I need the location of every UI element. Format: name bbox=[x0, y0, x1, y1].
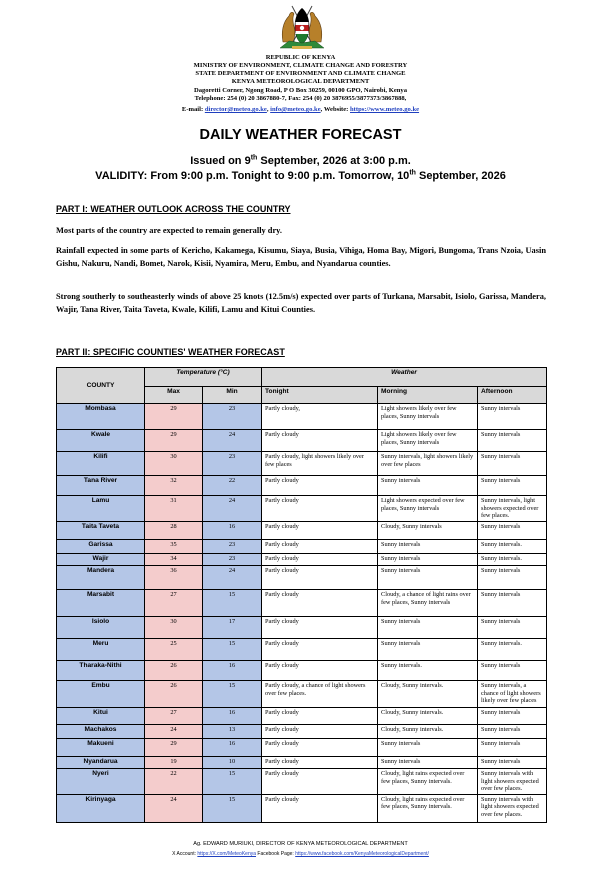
cell-afternoon: Sunny intervals bbox=[478, 522, 547, 540]
cell-max: 29 bbox=[145, 430, 203, 452]
social-links bbox=[0, 851, 601, 857]
morning-column-header: Morning bbox=[378, 387, 478, 404]
facebook-page-link[interactable]: https://www.facebook.com/KenyaMeteorologicalDepartment/ bbox=[295, 851, 429, 857]
cell-max: 34 bbox=[145, 554, 203, 566]
cell-tonight: Partly cloudy bbox=[262, 522, 378, 540]
cell-min: 24 bbox=[203, 566, 262, 590]
cell-afternoon: Sunny intervals. bbox=[478, 554, 547, 566]
cell-max: 31 bbox=[145, 496, 203, 522]
cell-afternoon: Sunny intervals. bbox=[478, 639, 547, 661]
county-forecast-table bbox=[56, 367, 547, 823]
document-title: DAILY WEATHER FORECAST bbox=[199, 127, 402, 143]
table-row bbox=[57, 661, 547, 681]
table-row bbox=[57, 725, 547, 739]
cell-tonight: Partly cloudy, bbox=[262, 404, 378, 430]
table-row bbox=[57, 794, 547, 822]
cell-max: 29 bbox=[145, 739, 203, 757]
cell-max: 32 bbox=[145, 476, 203, 496]
issued-text: Issued on 9 bbox=[190, 155, 251, 167]
email-link-info[interactable]: info@meteo.go.ke bbox=[270, 106, 321, 113]
email-link-director[interactable]: director@meteo.go.ke bbox=[204, 106, 267, 113]
cell-min: 10 bbox=[203, 757, 262, 769]
cell-morning: Cloudy, a chance of light rains over few places, Sunny intervals bbox=[378, 590, 478, 617]
cell-max: 36 bbox=[145, 566, 203, 590]
cell-county: Isiolo bbox=[57, 617, 145, 639]
cell-morning: Sunny intervals bbox=[378, 757, 478, 769]
issued-line bbox=[0, 155, 601, 167]
cell-min: 15 bbox=[203, 681, 262, 708]
cell-tonight: Partly cloudy bbox=[262, 566, 378, 590]
cell-min: 16 bbox=[203, 739, 262, 757]
cell-min: 16 bbox=[203, 708, 262, 725]
website-label: Website: bbox=[323, 106, 349, 113]
cell-county: Kwale bbox=[57, 430, 145, 452]
cell-county: Wajir bbox=[57, 554, 145, 566]
table-row bbox=[57, 566, 547, 590]
letterhead-kmd: KENYA METEOROLOGICAL DEPARTMENT bbox=[231, 78, 370, 85]
cell-min: 15 bbox=[203, 769, 262, 795]
cell-max: 27 bbox=[145, 708, 203, 725]
table-row bbox=[57, 554, 547, 566]
cell-morning: Sunny intervals. bbox=[378, 661, 478, 681]
table-row bbox=[57, 681, 547, 708]
kenya-coat-of-arms-emblem bbox=[277, 2, 327, 52]
outlook-paragraph-dry: Most parts of the country are expected to remain generally dry. bbox=[56, 226, 283, 235]
website-link[interactable]: https://www.meteo.go.ke bbox=[350, 106, 420, 113]
cell-morning: Sunny intervals bbox=[378, 639, 478, 661]
cell-tonight: Partly cloudy bbox=[262, 540, 378, 554]
cell-max: 24 bbox=[145, 794, 203, 822]
validity-text: VALIDITY: From 9:00 p.m. Tonight to 9:00 p.m. Tomorrow, 10 bbox=[95, 170, 410, 182]
cell-county: Taita Taveta bbox=[57, 522, 145, 540]
tonight-column-header: Tonight bbox=[262, 387, 378, 404]
cell-afternoon: Sunny intervals bbox=[478, 452, 547, 476]
table-row bbox=[57, 476, 547, 496]
cell-afternoon: Sunny intervals bbox=[478, 725, 547, 739]
cell-max: 30 bbox=[145, 617, 203, 639]
cell-morning: Light showers likely over few places, Sunny intervals bbox=[378, 430, 478, 452]
validity-line bbox=[0, 170, 601, 182]
cell-min: 23 bbox=[203, 540, 262, 554]
cell-county: Embu bbox=[57, 681, 145, 708]
x-account-label: X Account: bbox=[172, 851, 196, 857]
cell-max: 25 bbox=[145, 639, 203, 661]
cell-max: 26 bbox=[145, 681, 203, 708]
cell-county: Mandera bbox=[57, 566, 145, 590]
cell-tonight: Partly cloudy bbox=[262, 496, 378, 522]
cell-morning: Light showers expected over few places, Sunny intervals bbox=[378, 496, 478, 522]
cell-morning: Sunny intervals bbox=[378, 554, 478, 566]
cell-tonight: Partly cloudy bbox=[262, 554, 378, 566]
cell-tonight: Partly cloudy bbox=[262, 708, 378, 725]
issued-text-end: September, 2026 at 3:00 p.m. bbox=[257, 155, 411, 167]
min-column-header: Min bbox=[203, 387, 262, 404]
cell-tonight: Partly cloudy bbox=[262, 661, 378, 681]
table-row bbox=[57, 540, 547, 554]
cell-min: 23 bbox=[203, 452, 262, 476]
cell-morning: Cloudy, Sunny intervals. bbox=[378, 708, 478, 725]
max-column-header: Max bbox=[145, 387, 203, 404]
table-row bbox=[57, 739, 547, 757]
cell-morning: Sunny intervals bbox=[378, 540, 478, 554]
table-row bbox=[57, 404, 547, 430]
cell-afternoon: Sunny intervals bbox=[478, 476, 547, 496]
cell-tonight: Partly cloudy bbox=[262, 617, 378, 639]
cell-tonight: Partly cloudy bbox=[262, 769, 378, 795]
cell-tonight: Partly cloudy, a chance of light showers over few places. bbox=[262, 681, 378, 708]
cell-county: Marsabit bbox=[57, 590, 145, 617]
temperature-column-header: Temperature (°C) bbox=[145, 368, 262, 387]
cell-tonight: Partly cloudy bbox=[262, 757, 378, 769]
cell-min: 17 bbox=[203, 617, 262, 639]
letterhead-contacts: E-mail: director@meteo.go.ke, info@meteo.go.ke, Website: https://www.meteo.go.ke bbox=[181, 106, 420, 113]
cell-afternoon: Sunny intervals bbox=[478, 708, 547, 725]
table-row bbox=[57, 617, 547, 639]
cell-morning: Light showers likely over few places, Sunny intervals bbox=[378, 404, 478, 430]
cell-min: 24 bbox=[203, 430, 262, 452]
weather-column-header: Weather bbox=[262, 368, 547, 387]
cell-min: 23 bbox=[203, 404, 262, 430]
afternoon-column-header: Afternoon bbox=[478, 387, 547, 404]
cell-max: 22 bbox=[145, 769, 203, 795]
cell-max: 28 bbox=[145, 522, 203, 540]
x-account-link[interactable]: https://X.com/MeteoKenya bbox=[197, 851, 257, 857]
cell-max: 27 bbox=[145, 590, 203, 617]
cell-min: 13 bbox=[203, 725, 262, 739]
cell-morning: Sunny intervals bbox=[378, 566, 478, 590]
cell-tonight: Partly cloudy bbox=[262, 590, 378, 617]
director-signature: Ag. EDWARD MURIUKI, DIRECTOR OF KENYA METEOROLOGICAL DEPARTMENT bbox=[193, 841, 408, 847]
cell-afternoon: Sunny intervals, a chance of light showers likely over few places bbox=[478, 681, 547, 708]
facebook-page-label: Facebook Page: bbox=[257, 851, 294, 857]
cell-county: Kitui bbox=[57, 708, 145, 725]
outlook-paragraph-rainfall: Rainfall expected in some parts of Kericho, Kakamega, Kisumu, Siaya, Busia, Vihiga, Homa Bay, Migori, Bungoma, Trans Nzoia, Uasin Gishu, Nakuru, Nandi, Bomet, Narok, Kisii, Nyamira, Meru, Embu, and Nyandarua counties. bbox=[56, 246, 546, 268]
letterhead-ministry: MINISTRY OF ENVIRONMENT, CLIMATE CHANGE AND FORESTRY bbox=[193, 62, 408, 69]
cell-county: Nyandarua bbox=[57, 757, 145, 769]
cell-county: Kirinyaga bbox=[57, 794, 145, 822]
cell-afternoon: Sunny intervals bbox=[478, 661, 547, 681]
cell-afternoon: Sunny intervals bbox=[478, 404, 547, 430]
county-column-header: COUNTY bbox=[57, 368, 145, 404]
cell-tonight: Partly cloudy bbox=[262, 725, 378, 739]
table-row bbox=[57, 590, 547, 617]
cell-morning: Cloudy, Sunny intervals. bbox=[378, 681, 478, 708]
cell-county: Kilifi bbox=[57, 452, 145, 476]
cell-tonight: Partly cloudy bbox=[262, 794, 378, 822]
cell-afternoon: Sunny intervals with light showers expected over few places. bbox=[478, 794, 547, 822]
cell-county: Nyeri bbox=[57, 769, 145, 795]
cell-county: Tharaka-Nithi bbox=[57, 661, 145, 681]
cell-max: 26 bbox=[145, 661, 203, 681]
cell-max: 19 bbox=[145, 757, 203, 769]
cell-min: 22 bbox=[203, 476, 262, 496]
email-label: E-mail: bbox=[181, 106, 204, 113]
cell-tonight: Partly cloudy bbox=[262, 476, 378, 496]
cell-max: 24 bbox=[145, 725, 203, 739]
cell-afternoon: Sunny intervals bbox=[478, 617, 547, 639]
cell-afternoon: Sunny intervals bbox=[478, 757, 547, 769]
outlook-paragraph-winds: Strong southerly to southeasterly winds of above 25 knots (12.5m/s) expected over parts of Turkana, Marsabit, Isiolo, Garissa, Mandera, Wajir, Tana River, Taita Taveta, Kwale, Kilifi, Lamu and Kitui Counties. bbox=[56, 292, 546, 314]
validity-ordinal: th bbox=[409, 169, 416, 177]
validity-text-end: September, 2026 bbox=[415, 170, 506, 182]
cell-afternoon: Sunny intervals bbox=[478, 566, 547, 590]
cell-max: 35 bbox=[145, 540, 203, 554]
table-row bbox=[57, 522, 547, 540]
cell-county: Garissa bbox=[57, 540, 145, 554]
letterhead-telephone: Telephone: 254 (0) 20 3867880-7, Fax: 254 (0) 20 3876955/3877373/3867888, bbox=[194, 95, 407, 102]
cell-afternoon: Sunny intervals bbox=[478, 590, 547, 617]
cell-min: 16 bbox=[203, 661, 262, 681]
cell-min: 16 bbox=[203, 522, 262, 540]
table-row bbox=[57, 496, 547, 522]
cell-morning: Cloudy, light rains expected over few places, Sunny intervals. bbox=[378, 769, 478, 795]
cell-morning: Sunny intervals, light showers likely over few places bbox=[378, 452, 478, 476]
cell-morning: Cloudy, Sunny intervals bbox=[378, 522, 478, 540]
cell-morning: Cloudy, light rains expected over few places, Sunny intervals. bbox=[378, 794, 478, 822]
cell-afternoon: Sunny intervals bbox=[478, 739, 547, 757]
cell-max: 29 bbox=[145, 404, 203, 430]
cell-county: Mombasa bbox=[57, 404, 145, 430]
cell-afternoon: Sunny intervals, light showers expected over few places. bbox=[478, 496, 547, 522]
table-row bbox=[57, 769, 547, 795]
cell-county: Meru bbox=[57, 639, 145, 661]
cell-tonight: Partly cloudy bbox=[262, 639, 378, 661]
cell-afternoon: Sunny intervals bbox=[478, 430, 547, 452]
part2-heading: PART II: SPECIFIC COUNTIES' WEATHER FORECAST bbox=[56, 347, 285, 357]
issued-ordinal: th bbox=[250, 154, 258, 162]
cell-morning: Sunny intervals bbox=[378, 617, 478, 639]
cell-morning: Sunny intervals bbox=[378, 476, 478, 496]
cell-min: 15 bbox=[203, 590, 262, 617]
letterhead-republic: REPUBLIC OF KENYA bbox=[265, 54, 336, 61]
cell-min: 24 bbox=[203, 496, 262, 522]
cell-tonight: Partly cloudy, light showers likely over few places bbox=[262, 452, 378, 476]
part1-heading: PART I: WEATHER OUTLOOK ACROSS THE COUNTRY bbox=[56, 204, 291, 214]
cell-morning: Cloudy, Sunny intervals. bbox=[378, 725, 478, 739]
table-row bbox=[57, 452, 547, 476]
cell-morning: Sunny intervals bbox=[378, 739, 478, 757]
table-row bbox=[57, 430, 547, 452]
cell-county: Makueni bbox=[57, 739, 145, 757]
cell-county: Lamu bbox=[57, 496, 145, 522]
cell-min: 15 bbox=[203, 794, 262, 822]
table-row bbox=[57, 639, 547, 661]
cell-max: 30 bbox=[145, 452, 203, 476]
cell-afternoon: Sunny intervals. bbox=[478, 540, 547, 554]
table-row bbox=[57, 708, 547, 725]
cell-county: Machakos bbox=[57, 725, 145, 739]
table-row bbox=[57, 757, 547, 769]
cell-min: 15 bbox=[203, 639, 262, 661]
letterhead-address: Dagoretti Corner, Ngong Road, P O Box 30259, 00100 GPO, Nairobi, Kenya bbox=[193, 87, 408, 94]
cell-min: 23 bbox=[203, 554, 262, 566]
letterhead-state-department: STATE DEPARTMENT OF ENVIRONMENT AND CLIMATE CHANGE bbox=[195, 70, 406, 77]
cell-tonight: Partly cloudy bbox=[262, 430, 378, 452]
cell-tonight: Partly cloudy bbox=[262, 739, 378, 757]
cell-afternoon: Sunny intervals with light showers expected over few places. bbox=[478, 769, 547, 795]
cell-county: Tana River bbox=[57, 476, 145, 496]
